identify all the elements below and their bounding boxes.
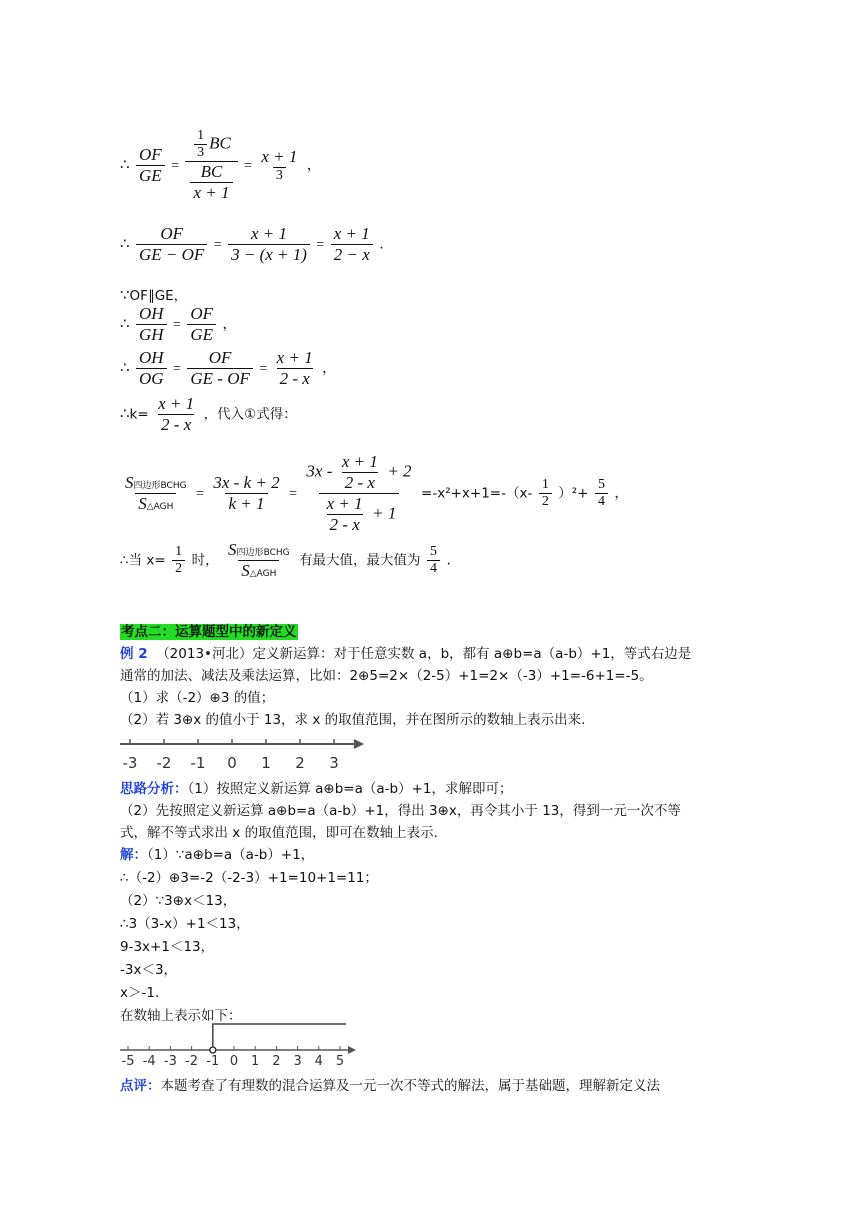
tick-label: -4 (142, 1054, 156, 1069)
complex-fraction: $\frac{1}{3}$ BC $\frac{BC}{x + 1}$ (185, 128, 237, 203)
tick-label: -2 (156, 754, 172, 772)
comment-section: 点评：本题考查了有理数的混合运算及一元一次不等式的解法，属于基础题，理解新定义法 (120, 1078, 660, 1094)
number-line-1 (118, 736, 368, 772)
tick-label: 3 (293, 1054, 302, 1069)
section-heading: 考点二：运算题型中的新定义 (121, 624, 297, 640)
solution-section: 解：（1）∵a⊕b=a（a-b）+1， ∴（-2）⊕3=-2（-2-3）+1=10+1=11； （2）∵3⊕x＜13， ∴3（3-x）+1＜13， 9-3x+1＜13， -3x＜3， x＞-1. 在数轴上表示如下： (120, 847, 378, 1024)
tick-label: 0 (227, 754, 237, 772)
equation-1: ∴ $\frac{OF}{GE}$ = $\frac{1}{3}$ BC $\frac{BC}{x + 1}$ = $\frac{x + 1}{3}$ ， (120, 128, 321, 202)
tick-label: 2 (272, 1054, 281, 1069)
tick-label: 2 (295, 754, 305, 772)
tick-label: 0 (229, 1054, 239, 1069)
fraction-of-ge: $\frac{OF}{GE}$ (136, 145, 165, 186)
tick-label: -2 (185, 1054, 199, 1069)
equation-2: ∴ $\frac{OF}{GE - OF}$ = $\frac{x + 1}{3 - (x + 1)}$ = $\frac{x + 1}{2 - x}$ . (120, 224, 384, 264)
example-label: 例 2 (120, 646, 148, 662)
comment-label: 点评： (120, 1078, 161, 1094)
maximum-statement: ∴当 x= $\frac{1}{2}$ 时， $\frac{\text{S四边形BCHG}}{\text{S△AGH}}$ 有最大值，最大值为 $\frac{5}{4}$ . (120, 540, 451, 580)
solution-ray (213, 1024, 346, 1047)
axis-arrow (348, 1046, 356, 1054)
tick-label: -1 (190, 754, 206, 772)
k-value-line: ∴k= $\frac{x + 1}{2 - x}$ ，代入①式得： (120, 394, 297, 434)
tick-label: 5 (335, 1054, 345, 1069)
tick-label: 1 (261, 754, 271, 772)
analysis-label: 思路分析： (120, 781, 188, 797)
open-circle (210, 1047, 216, 1053)
tick-label: -3 (163, 1054, 177, 1069)
nested-fraction: 3x - $\frac{x + 1}{2 - x}$ + 2 $\frac{x + 1}{2 - x}$ + 1 (306, 452, 412, 534)
tick-label: -3 (122, 754, 138, 772)
tick-label: 3 (329, 754, 339, 772)
tick-label: 4 (314, 1054, 323, 1069)
tick-label: 1 (251, 1054, 260, 1069)
example-2: 例 2 （2013•河北）定义新运算：对于任意实数 a，b，都有 a⊕b=a（a-b）+1，等式右边是 通常的加法、减法及乘法运算，比如：2⊕5=2×（2-5）+1=2×（-3）+1=-6+1=-5。 （1）求（-2）⊕3 的值； （2）若 3⊕x 的值小于 13，求 x 的取值范围，并在图所示的数轴上表示出来. (120, 646, 692, 728)
area-ratio-equation: $\frac{\text{S四边形BCHG}}{\text{S△AGH}}$ = $\frac{3x - k + 2}{k + 1}$ = 3x - $\frac{x + 1}{2 - x}$ + 2 $\frac{x + 1}{2 - x}$ + 1 =-x²+x+1=-（x- $\frac{1}{2}$ ）²+ $\frac{5}{4}$ ， (120, 452, 628, 535)
analysis-section: 思路分析：（1）按照定义新运算 a⊕b=a（a-b）+1，求解即可； （2）先按照定义新运算 a⊕b=a（a-b）+1，得出 3⊕x，再令其小于 13，得到一元一次不等 式，解不等式求出 x 的取值范围，即可在数轴上表示. (120, 781, 681, 841)
equation-4: ∴ $\frac{OH}{OG}$ = $\frac{OF}{GE - OF}$ = $\frac{x + 1}{2 - x}$ ， (120, 348, 337, 388)
parallel-statement: ∵OF∥GE， (120, 286, 188, 304)
solution-label: 解： (120, 847, 147, 863)
area-ratio-fraction: $\frac{\text{S四边形BCHG}}{\text{S△AGH}}$ (125, 473, 187, 513)
axis-arrow (354, 739, 364, 749)
tick-label: -5 (121, 1054, 135, 1069)
equation-3: ∴ $\frac{OH}{GH}$ = $\frac{OF}{GE}$ ， (120, 304, 237, 344)
tick-label: -1 (206, 1054, 220, 1069)
number-line-2 (118, 1022, 368, 1072)
